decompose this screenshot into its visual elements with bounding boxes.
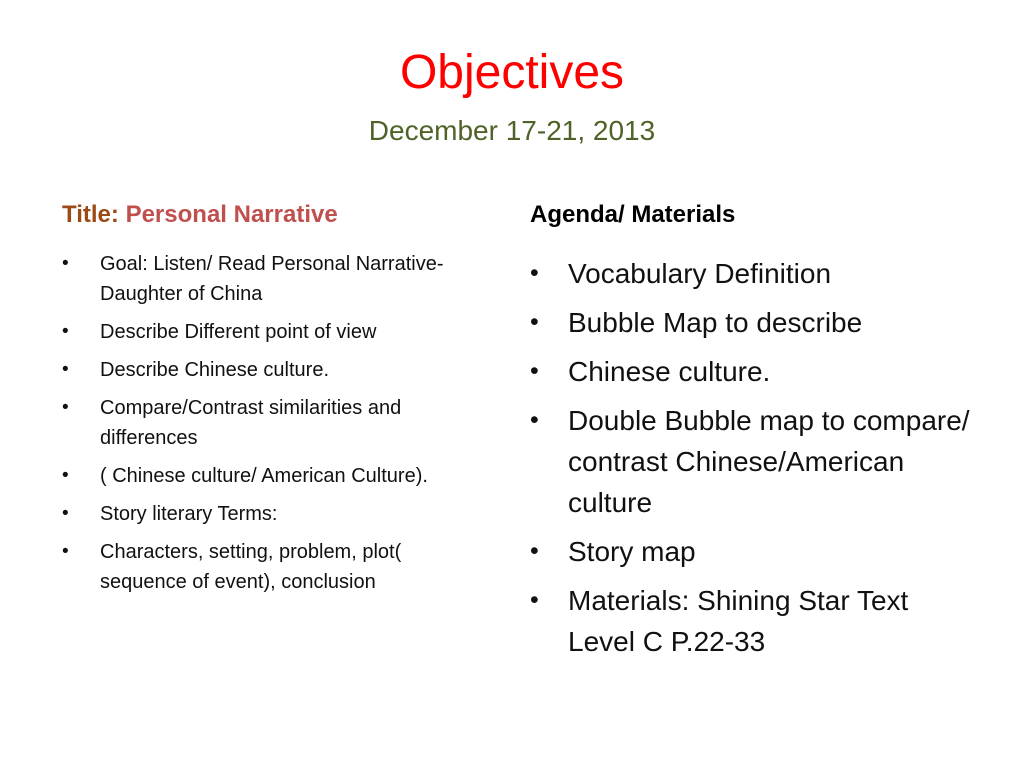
bullet-icon: •: [530, 586, 539, 614]
left-list-item: [62, 499, 492, 529]
bullet-icon: •: [62, 321, 69, 342]
right-list-item: [530, 253, 980, 294]
bullet-icon: •: [530, 308, 539, 336]
left-list-item: [62, 393, 492, 453]
left-heading-value: Personal Narrative: [125, 201, 338, 228]
left-list-item-text: Compare/Contrast similarities and differences: [100, 397, 402, 449]
left-list-item: [62, 355, 492, 385]
left-column-heading: [62, 198, 482, 232]
left-list-item-text: Goal: Listen/ Read Personal Narrative-Daughter of China: [100, 253, 444, 305]
right-list-item: [530, 531, 980, 572]
slide-subtitle-date: December 17-21, 2013: [368, 115, 656, 146]
left-list-item: [62, 249, 492, 309]
right-list-item-text: Double Bubble map to compare/ contrast Chinese/American culture: [568, 405, 970, 518]
right-list-item: [530, 400, 980, 523]
right-list-item-text: Story map: [568, 536, 696, 567]
right-list-item-text: Bubble Map to describe: [568, 307, 863, 338]
bullet-icon: •: [62, 359, 69, 380]
bullet-icon: •: [530, 537, 539, 565]
right-list-item: [530, 351, 980, 392]
bullet-icon: •: [530, 357, 539, 385]
left-list-item-text: Characters, setting, problem, plot( sequence of event), conclusion: [100, 541, 402, 593]
right-list-item-text: Chinese culture.: [568, 356, 771, 387]
right-list-item-text: Vocabulary Definition: [568, 258, 832, 289]
left-list-item: [62, 537, 492, 597]
left-list-item: [62, 461, 492, 491]
left-list-item-text: Describe Different point of view: [100, 321, 377, 343]
right-list-item: [530, 302, 980, 343]
bullet-icon: •: [62, 253, 69, 274]
slide-title: Objectives: [399, 46, 625, 99]
bullet-icon: •: [530, 406, 539, 434]
left-list-item: [62, 317, 492, 347]
left-list-item-text: Describe Chinese culture.: [100, 359, 329, 381]
right-list-item-text: Materials: Shining Star Text Level C P.22-33: [568, 585, 909, 657]
left-list-item-text: Story literary Terms:: [100, 503, 278, 525]
bullet-icon: •: [62, 397, 69, 418]
left-heading-prefix: Title:: [62, 201, 119, 228]
bullet-icon: •: [530, 259, 539, 287]
left-objectives-list: [62, 249, 492, 605]
bullet-icon: •: [62, 465, 69, 486]
bullet-icon: •: [62, 503, 69, 524]
right-column-heading: Agenda/ Materials: [530, 201, 736, 228]
right-list-item: [530, 580, 980, 662]
right-agenda-list: [530, 253, 980, 670]
bullet-icon: •: [62, 541, 69, 562]
left-list-item-text: ( Chinese culture/ American Culture).: [100, 465, 428, 487]
